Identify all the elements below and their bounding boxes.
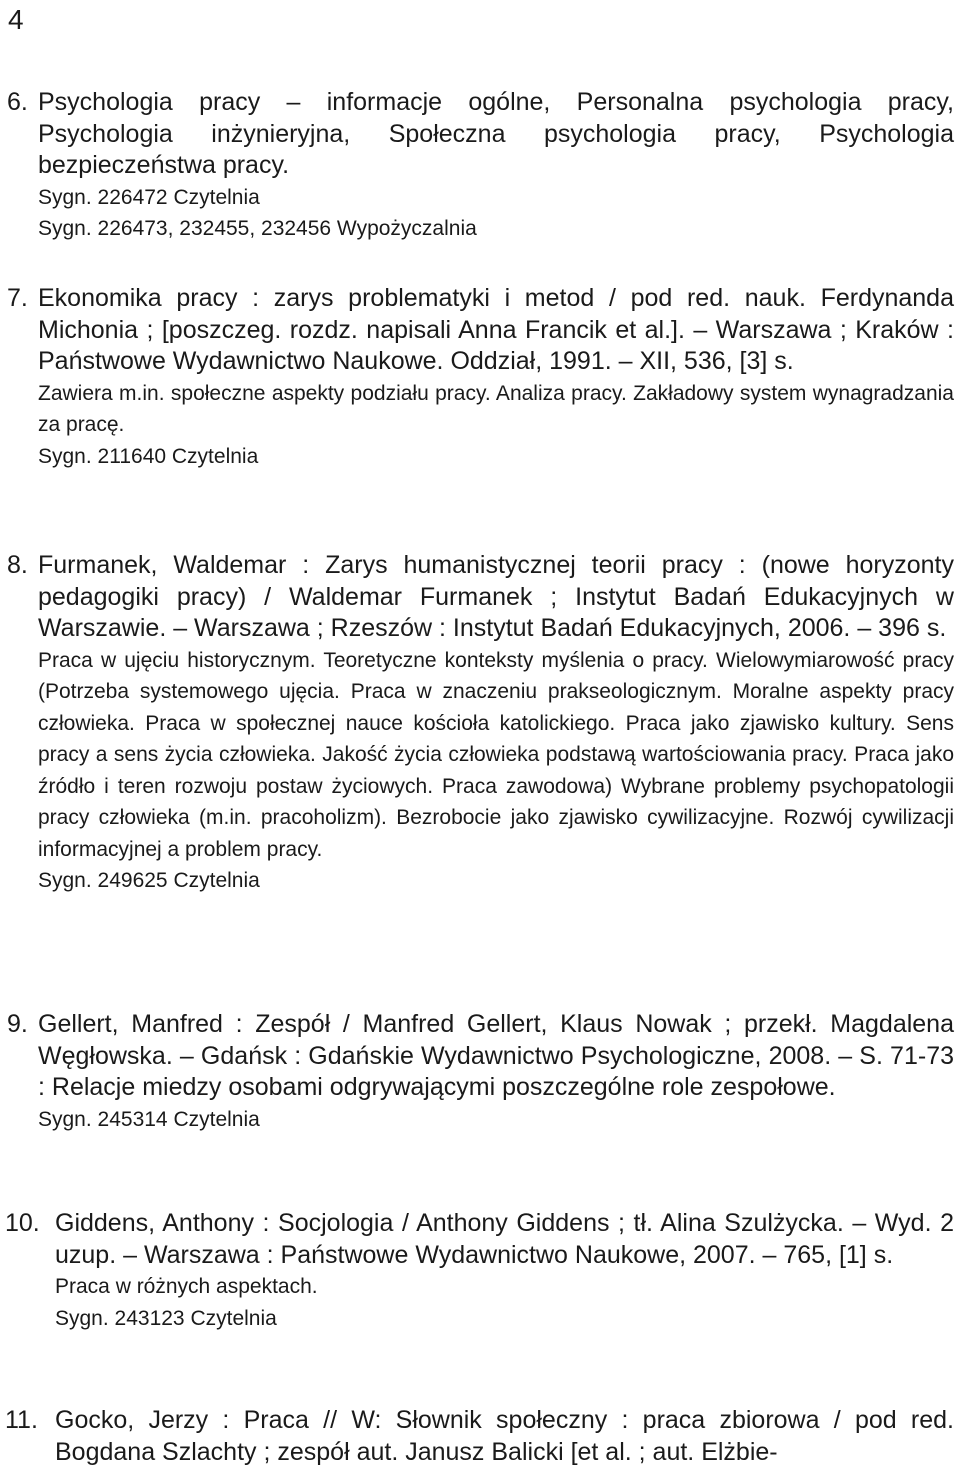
entry-number: 10.	[5, 1209, 40, 1237]
bibliography-entry	[0, 1405, 958, 1468]
bibliography-entry	[0, 1009, 958, 1135]
entry-call-number: Sygn. 249625 Czytelnia	[38, 869, 260, 892]
entry-call-number: Sygn. 211640 Czytelnia	[38, 444, 259, 468]
entry-call-number: Sygn. 245314 Czytelnia	[38, 1107, 260, 1131]
entry-number: 6.	[7, 88, 28, 116]
entry-title: Gocko, Jerzy : Praca // W: Słownik społeczny : praca zbiorowa / pod red. Bogdana Szlachty ; zespół aut. Janusz Balicki [et al. ; aut. Elżbie-	[55, 1406, 954, 1466]
entry-annotation: Zawiera m.in. społeczne aspekty podziału pracy. Analiza pracy. Zakładowy system wynagradzania za pracę.	[38, 381, 954, 436]
bibliography-entry	[0, 283, 958, 472]
entry-annotation: Praca w ujęciu historycznym. Teoretyczne konteksty myślenia o pracy. Wielowymiarowość pracy (Potrzeba systemowego ujęcia. Praca w znaczeniu prakseologicznym. Moralne aspekty pracy człowieka. Praca w społecznej nauce kościoła katolickiego. Praca jako zjawisko kultury. Sens pracy a sens życia człowieka. Jakość życia człowieka podstawą wartościowania pracy. Praca jako źródło i teren rozwoju postaw życiowych. Praca zawodowa) Wybrane problemy psychopatologii pracy człowieka (m.in. pracoholizm). Bezrobocie jako zjawisko cywilizacyjne. Rozwój cywilizacji informacyjnej a problem pracy.	[38, 648, 954, 861]
entry-number: 8.	[7, 551, 28, 579]
entry-number: 11.	[5, 1406, 38, 1434]
bibliography-entry	[0, 1208, 958, 1334]
entry-title: Gellert, Manfred : Zespół / Manfred Gellert, Klaus Nowak ; przekł. Magdalena Węgłowska. – Gdańsk : Gdańskie Wydawnictwo Psychologiczne, 2008. – S. 71-73 : Relacje miedzy osobami odgrywającymi poszczególne role zespołowe.	[38, 1010, 954, 1101]
entry-call-number: Sygn. 243123 Czytelnia	[55, 1306, 277, 1330]
entry-title: Giddens, Anthony : Socjologia / Anthony Giddens ; tł. Alina Szulżycka. – Wyd. 2 uzup. – Warszawa : Państwowe Wydawnictwo Naukowe, 2007. – 765, [1] s.	[55, 1209, 954, 1269]
entry-call-number: Sygn. 226473, 232455, 232456 Wypożyczalnia	[38, 216, 477, 240]
entry-title: Ekonomika pracy : zarys problematyki i metod / pod red. nauk. Ferdynanda Michonia ; [poszczeg. rozdz. napisali Anna Francik et al.]. – Warszawa ; Kraków : Państwowe Wydawnictwo Naukowe. Oddział, 1991. – XII, 536, [3] s.	[38, 284, 954, 375]
entry-call-number: Sygn. 226472 Czytelnia	[38, 185, 260, 209]
page-number: 4	[8, 4, 24, 35]
bibliography-entry	[0, 550, 958, 896]
entry-number: 7.	[7, 284, 28, 312]
entry-title: Furmanek, Waldemar : Zarys humanistycznej teorii pracy : (nowe horyzonty pedagogiki pracy) / Waldemar Furmanek ; Instytut Badań Edukacyjnych w Warszawie. – Warszawa ; Rzeszów : Instytut Badań Edukacyjnych, 2006. – 396 s.	[38, 551, 954, 642]
entry-number: 9.	[7, 1010, 28, 1038]
entry-annotation: Praca w różnych aspektach.	[55, 1275, 318, 1298]
entry-title: Psychologia pracy – informacje ogólne, Personalna psychologia pracy, Psychologia inżynieryjna, Społeczna psychologia pracy, Psychologia bezpieczeństwa pracy.	[38, 88, 954, 179]
bibliography-entry	[0, 87, 958, 244]
